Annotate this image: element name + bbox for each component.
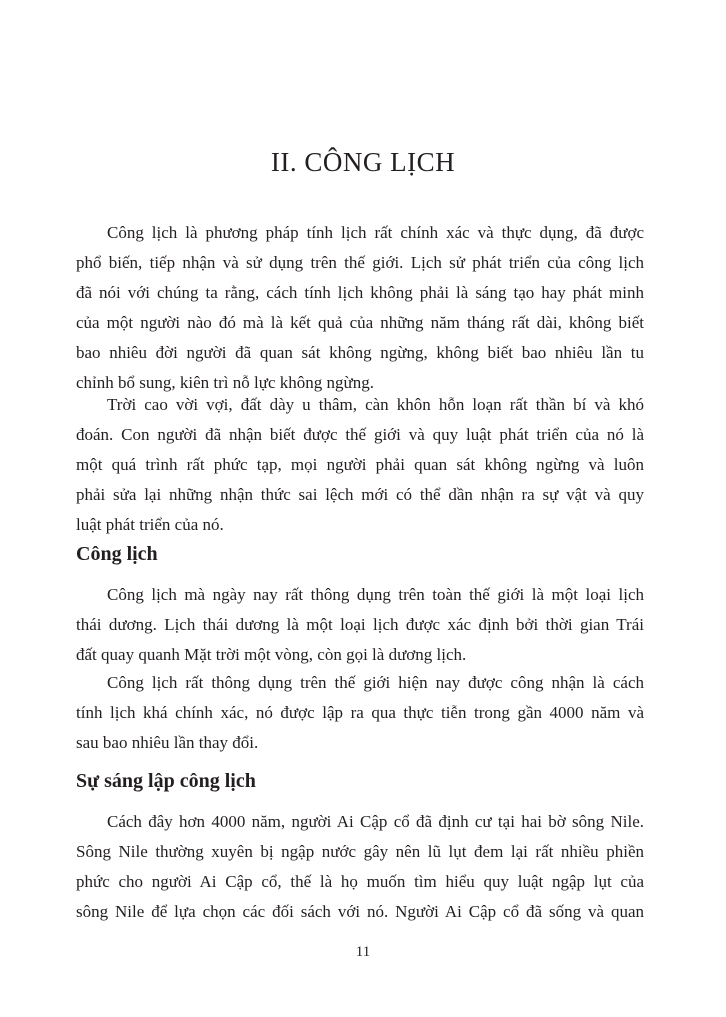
section-1-paragraph-2	[76, 668, 644, 758]
text-line: chỉnh bổ sung, kiên trì nỗ lực không ngừng.	[76, 373, 374, 392]
text-line: Công lịch là phương pháp tính lịch rất chính xác và thực dụng, đã được	[107, 223, 644, 242]
text-line: phức cho người Ai Cập cổ, thế là họ muốn tìm hiểu quy luật ngập lụt của	[76, 872, 644, 891]
text-line: phải sửa lại những nhận thức sai lệch mới có thể dần nhận ra sự vật và quy	[76, 485, 644, 504]
section-1-paragraph-1	[76, 580, 644, 670]
text-line: đoán. Con người đã nhận biết được thế giới và quy luật phát triển của nó là	[76, 425, 644, 444]
text-line: một quá trình rất phức tạp, mọi người phải quan sát không ngừng và luôn	[76, 455, 644, 474]
text-line: tính lịch khá chính xác, nó được lập ra qua thực tiễn trong gần 4000 năm và	[76, 703, 644, 722]
intro-paragraph-2	[76, 390, 644, 540]
text-line: đất quay quanh Mặt trời một vòng, còn gọi là dương lịch.	[76, 645, 467, 664]
page-number: 11	[355, 944, 371, 960]
text-line: Trời cao vời vợi, đất dày u thâm, càn khôn hỗn loạn rất thần bí và khó	[107, 395, 644, 414]
text-line: Sông Nile thường xuyên bị ngập nước gây nên lũ lụt đem lại rất nhiều phiền	[76, 842, 644, 861]
section-heading-cong-lich: Công lịch	[76, 543, 158, 565]
text-line: đã nói với chúng ta rằng, cách tính lịch không phải là sáng tạo hay phát minh	[76, 283, 644, 302]
text-line: sông Nile để lựa chọn các đối sách với nó. Người Ai Cập cổ đã sống và quan	[76, 902, 644, 921]
section-2-paragraph-1	[76, 807, 644, 927]
text-line: luật phát triển của nó.	[76, 515, 224, 534]
chapter-title: II. CÔNG LỊCH	[270, 147, 456, 177]
text-line: Công lịch rất thông dụng trên thế giới hiện nay được công nhận là cách	[107, 673, 644, 692]
text-line: phổ biến, tiếp nhận và sử dụng trên thế giới. Lịch sử phát triển của công lịch	[76, 253, 644, 272]
text-line: sau bao nhiêu lần thay đổi.	[76, 733, 259, 752]
section-heading-su-sang-lap: Sự sáng lập công lịch	[76, 770, 256, 792]
text-line: thái dương. Lịch thái dương là một loại lịch được xác định bởi thời gian Trái	[76, 615, 644, 634]
intro-paragraph-1	[76, 218, 644, 398]
text-line: Công lịch mà ngày nay rất thông dụng trên toàn thế giới là một loại lịch	[107, 585, 644, 604]
text-line: Cách đây hơn 4000 năm, người Ai Cập cổ đã định cư tại hai bờ sông Nile.	[107, 812, 644, 831]
text-line: của một người nào đó mà là kết quả của những năm tháng rất dài, không biết	[76, 313, 644, 332]
text-line: bao nhiêu đời người đã quan sát không ngừng, không biết bao nhiêu lần tu	[76, 343, 644, 362]
